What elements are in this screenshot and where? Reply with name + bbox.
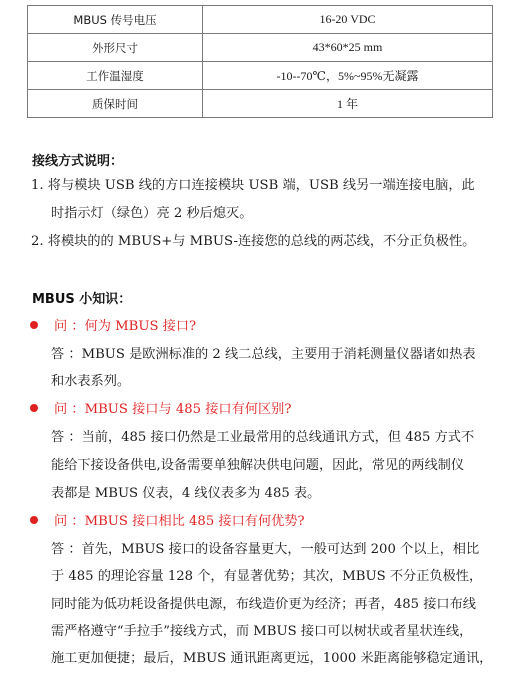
spec-key: 工作温湿度: [28, 62, 203, 90]
answer-1-line-2: 和水表系列。: [51, 374, 131, 389]
knowledge-heading: MBUS 小知识：: [32, 292, 132, 307]
answer-2-line-3: 表都是 MBUS 仪表，4 线仪表多为 485 表。: [51, 486, 321, 501]
wiring-item-1-line-2: 时指示灯（绿色）亮 2 秒后熄灭。: [51, 206, 253, 221]
question-1-text: 问 ：何为 MBUS 接口?: [54, 319, 197, 334]
answer-3-line-1: 答 ：首先，MBUS 接口的设备容量更大，一般可达到 200 个以上，相比: [51, 542, 480, 557]
question-1: [30, 315, 196, 337]
spec-key: 外形尺寸: [28, 34, 203, 62]
wiring-item-2: 2. 将模块的的 MBUS+与 MBUS-连接您的总线的两芯线，不分正负极性。: [31, 234, 476, 249]
answer-3-line-3: 同时能为低功耗设备提供电源，布线造价更为经济；再者，485 接口布线: [51, 597, 476, 612]
answer-3-line-5: 施工更加便捷；最后，MBUS 通讯距离更远，1000 米距离能够稳定通讯，: [51, 651, 493, 666]
spec-value: 1 年: [203, 90, 493, 118]
bullet-icon: [30, 321, 38, 329]
spec-value: 16-20 VDC: [203, 6, 493, 34]
spec-table: [27, 5, 493, 118]
spec-key: MBUS 传号电压: [28, 6, 203, 34]
bullet-icon: [30, 404, 38, 412]
question-2: [30, 398, 291, 420]
wiring-heading: 接线方式说明：: [32, 154, 124, 169]
answer-1-line-1: 答 ：MBUS 是欧洲标准的 2 线二总线，主要用于消耗测量仪器诸如热表: [51, 347, 476, 362]
table-row: [28, 34, 493, 62]
table-row: [28, 6, 493, 34]
answer-3-line-4: 需严格遵守“手拉手”接线方式，而 MBUS 接口可以树状或者星状连线，: [51, 624, 473, 639]
wiring-item-1-line-1: 1. 将与模块 USB 线的方口连接模块 USB 端，USB 线另一端连接电脑，此: [31, 178, 475, 193]
answer-3-line-2: 于 485 的理论容量 128 个，有显著优势；其次，MBUS 不分正负极性，: [51, 569, 483, 584]
table-row: [28, 62, 493, 90]
spec-value: -10--70℃，5%~95%无凝露: [203, 62, 493, 90]
answer-2-line-2: 能给下接设备供电,设备需要单独解决供电问题，因此，常见的两线制仪: [51, 458, 465, 473]
question-2-text: 问 ：MBUS 接口与 485 接口有何区别?: [54, 402, 292, 417]
spec-value: 43*60*25 mm: [203, 34, 493, 62]
spec-key: 质保时间: [28, 90, 203, 118]
table-row: [28, 90, 493, 118]
answer-2-line-1: 答 ：当前，485 接口仍然是工业最常用的总线通讯方式，但 485 方式不: [51, 430, 475, 445]
question-3-text: 问 ：MBUS 接口相比 485 接口有何优势?: [54, 514, 305, 529]
question-3: [30, 510, 305, 532]
bullet-icon: [30, 516, 38, 524]
